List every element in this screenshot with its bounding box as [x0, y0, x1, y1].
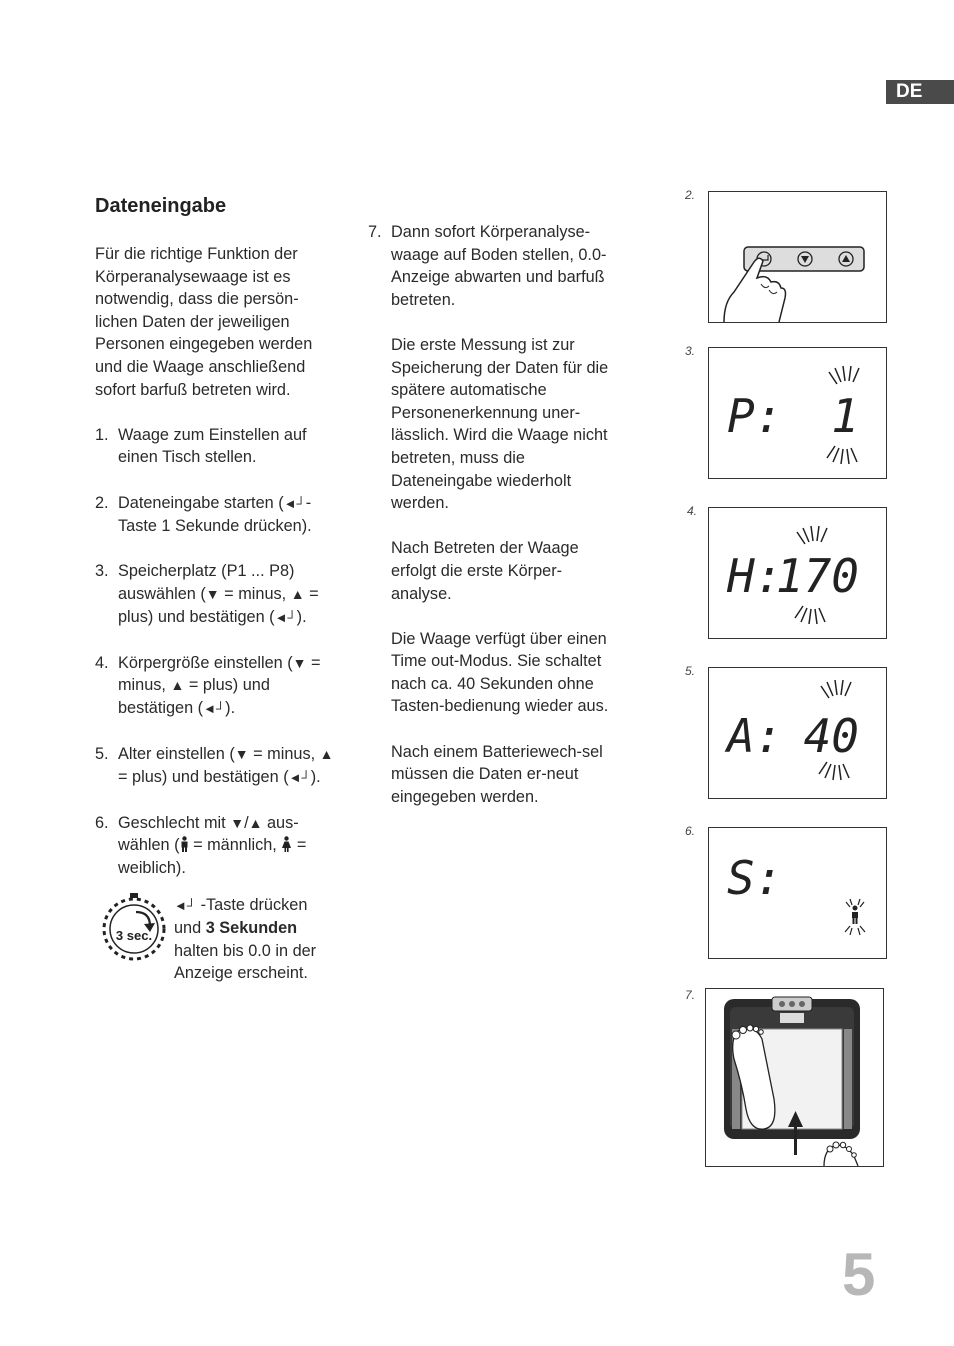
column-left [95, 243, 335, 985]
stopwatch-label: 3 sec. [115, 927, 153, 943]
figure-label-4: 4. [687, 504, 698, 518]
step-3: 3. Speicherplatz (P1 ... P8) auswählen (▼ = minus, ▲ = plus) und bestätigen (◄┘). [95, 562, 319, 626]
step-7: 7. Dann sofort Körperanalyse-waage auf Boden stellen, 0.0-Anzeige abwarten und barfuß betreten. [368, 223, 607, 309]
display-left: H: [727, 549, 783, 603]
enter-icon: ◄┘ [283, 495, 306, 511]
male-symbol-icon [852, 906, 858, 925]
enter-icon: ◄┘ [288, 769, 311, 785]
step-5: 5. Alter einstellen (▼ = minus, ▲ = plus) und bestätigen (◄┘). [95, 745, 334, 786]
female-icon [281, 836, 292, 852]
figure-label-5: 5. [685, 664, 696, 678]
step-6: 6. Geschlecht mit ▼/▲ aus-wählen ( = männlich, = weiblich). [95, 813, 307, 878]
up-triangle-icon: ▲ [170, 677, 185, 694]
enter-icon: ◄┘ [174, 897, 197, 913]
figure-3-display [708, 347, 887, 479]
figure-label-7: 7. [685, 988, 696, 1002]
enter-icon: ◄┘ [203, 700, 226, 716]
column-middle [368, 221, 613, 808]
display-left: P: [727, 389, 783, 443]
figure-5-display [708, 667, 887, 799]
figure-7-scale [705, 988, 884, 1167]
up-triangle-icon: ▲ [290, 585, 305, 602]
figure-label-2: 2. [685, 188, 696, 202]
language-badge: DE [886, 80, 954, 104]
paragraph-battery: Nach einem Batteriewech-sel müssen die Daten er-neut eingegeben werden. [391, 742, 603, 806]
page-number: 5 [842, 1241, 876, 1308]
figure-4-display [708, 507, 887, 639]
down-triangle-icon: ▼ [292, 654, 307, 671]
down-triangle-icon: ▼ [205, 585, 220, 602]
paragraph-timeout: Die Waage verfügt über einen Time out-Modus. Sie schaltet nach ca. 40 Sekunden ohne Tasten-bedienung wieder aus. [391, 629, 609, 716]
figure-6-display [708, 827, 887, 959]
timer-note: 3 sec. ◄┘ -Taste drücken und 3 Sekunden halten bis 0.0 in der Anzeige erscheint. [100, 894, 335, 985]
section-title: Dateneingabe [95, 195, 227, 217]
up-triangle-icon: ▲ [248, 814, 263, 831]
paragraph-first-measurement: Die erste Messung ist zur Speicherung der Daten für die spätere automatische Personenerkennung uner-lässlich. Wird die Waage nicht betreten, muss die Dateneingabe wiederholt werden. [391, 335, 609, 513]
display-right: 1 [831, 389, 859, 443]
up-triangle-icon: ▲ [319, 746, 334, 763]
steps-list [95, 424, 335, 880]
display-right: 40 [803, 709, 859, 763]
figure-label-3: 3. [685, 344, 696, 358]
step-1: 1. Waage zum Einstellen auf einen Tisch stellen. [95, 425, 307, 467]
figure-2-buttons [708, 191, 887, 323]
male-icon [180, 836, 189, 852]
down-triangle-icon: ▼ [230, 814, 245, 831]
paragraph-first-analysis: Nach Betreten der Waage erfolgt die erste Körper-analyse. [391, 539, 579, 603]
step-4: 4. Körpergröße einstellen (▼ = minus, ▲ = plus) und bestätigen (◄┘). [95, 653, 321, 717]
stopwatch-icon [100, 892, 172, 966]
display-left: A: [727, 709, 783, 763]
figure-label-6: 6. [685, 824, 696, 838]
intro-paragraph: Für die richtige Funktion der Körperanalysewaage ist es notwendig, dass die persön-lichen Daten der jeweiligen Personen eingegeben werden und die Waage anschließend sofort barfuß betreten wird. [95, 245, 313, 399]
display-right: 170 [775, 549, 859, 603]
down-triangle-icon: ▼ [234, 746, 249, 763]
enter-icon: ◄┘ [274, 609, 297, 625]
display-left: S: [727, 851, 783, 905]
step-2: 2. Dateneingabe starten (◄┘- Taste 1 Sekunde drücken). [95, 493, 312, 536]
